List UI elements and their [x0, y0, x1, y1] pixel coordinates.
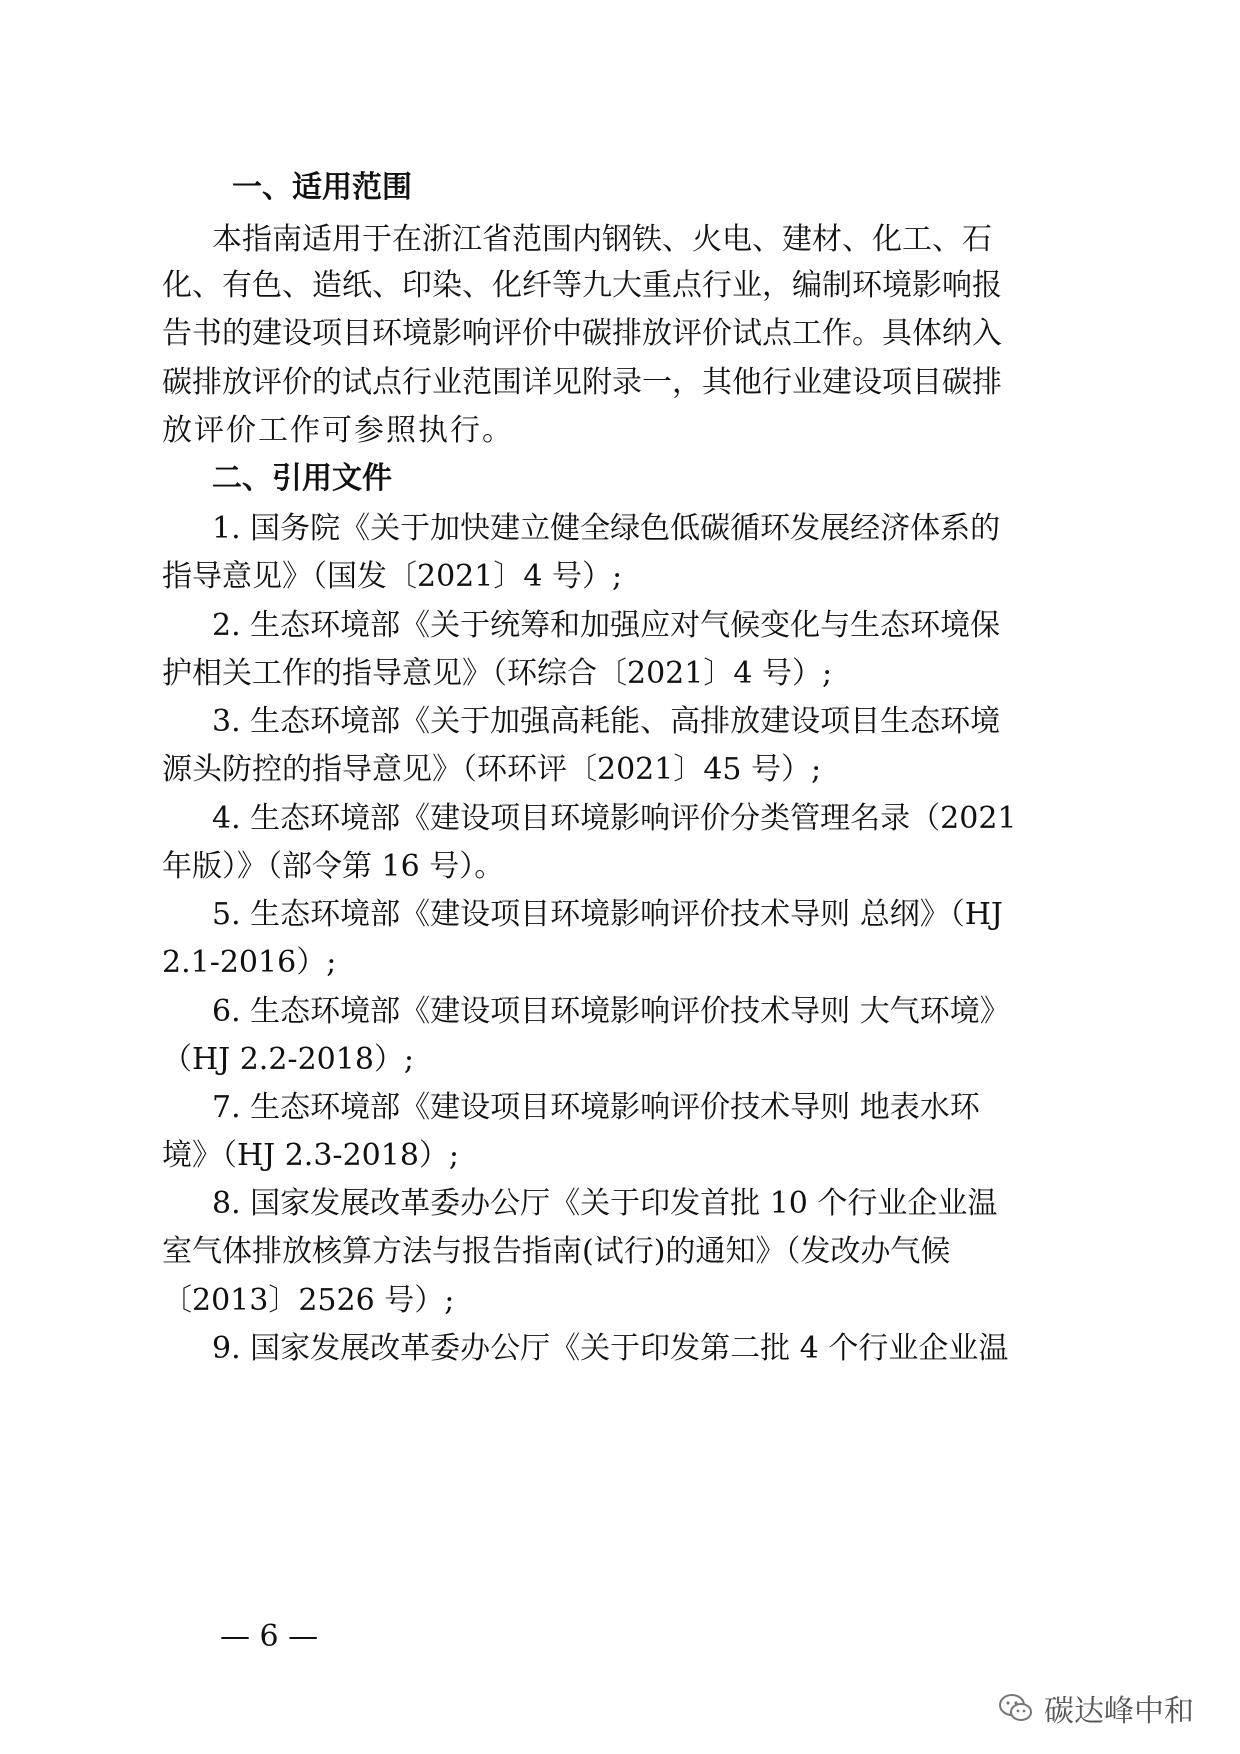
section-heading-references: 二、引用文件: [212, 461, 392, 496]
paragraph-line: 碳排放评价的试点行业范围详见附录一，其他行业建设项目碳排: [162, 365, 1002, 400]
reference-item: 5. 生态环境部《建设项目环境影响评价技术导则 总纲》（HJ: [212, 897, 1003, 932]
watermark: [998, 1688, 1194, 1728]
reference-item-cont: 护相关工作的指导意见》（环综合〔2021〕4 号）;: [162, 656, 833, 691]
reference-item-cont: 室气体排放核算方法与报告指南(试行)的通知》（发改办气候: [162, 1234, 951, 1269]
page-number: — 6 —: [220, 1619, 319, 1654]
reference-item-cont: 境》（HJ 2.3-2018）;: [162, 1138, 460, 1173]
reference-item: 4. 生态环境部《建设项目环境影响评价分类管理名录（2021: [212, 801, 1017, 836]
reference-item-cont: 年版）》（部令第 16 号）。: [162, 849, 505, 884]
reference-item: 9. 国家发展改革委办公厅《关于印发第二批 4 个行业企业温: [212, 1331, 1009, 1366]
paragraph-line: 告书的建设项目环境影响评价中碳排放评价试点工作。具体纳入: [162, 316, 1002, 351]
reference-item-cont: 源头防控的指导意见》（环环评〔2021〕45 号）;: [162, 752, 822, 787]
reference-item: 8. 国家发展改革委办公厅《关于印发首批 10 个行业企业温: [212, 1186, 998, 1221]
wechat-icon: [998, 1693, 1034, 1723]
section-heading-scope: 一、适用范围: [232, 170, 412, 205]
reference-item: 7. 生态环境部《建设项目环境影响评价技术导则 地表水环: [212, 1090, 980, 1125]
reference-item: 3. 生态环境部《关于加强高耗能、高排放建设项目生态环境: [212, 704, 1001, 739]
paragraph-line: 放评价工作可参照执行。: [162, 413, 514, 448]
paragraph-line: 化、有色、造纸、印染、化纤等九大重点行业，编制环境影响报: [162, 268, 1002, 303]
reference-item-cont: 指导意见》（国发〔2021〕4 号）;: [162, 559, 623, 594]
reference-item: 6. 生态环境部《建设项目环境影响评价技术导则 大气环境》: [212, 994, 1010, 1029]
reference-item-cont: 2.1-2016）;: [162, 945, 337, 980]
reference-item-cont: （HJ 2.2-2018）;: [162, 1042, 415, 1077]
reference-item: 1. 国务院《关于加快建立健全绿色低碳循环发展经济体系的: [212, 511, 1001, 546]
reference-item-cont: 〔2013〕2526 号）;: [162, 1283, 455, 1318]
watermark-text: 碳达峰中和: [1044, 1694, 1194, 1729]
paragraph-line: 本指南适用于在浙江省范围内钢铁、火电、建材、化工、石: [212, 222, 992, 257]
reference-item: 2. 生态环境部《关于统筹和加强应对气候变化与生态环境保: [212, 608, 1001, 643]
